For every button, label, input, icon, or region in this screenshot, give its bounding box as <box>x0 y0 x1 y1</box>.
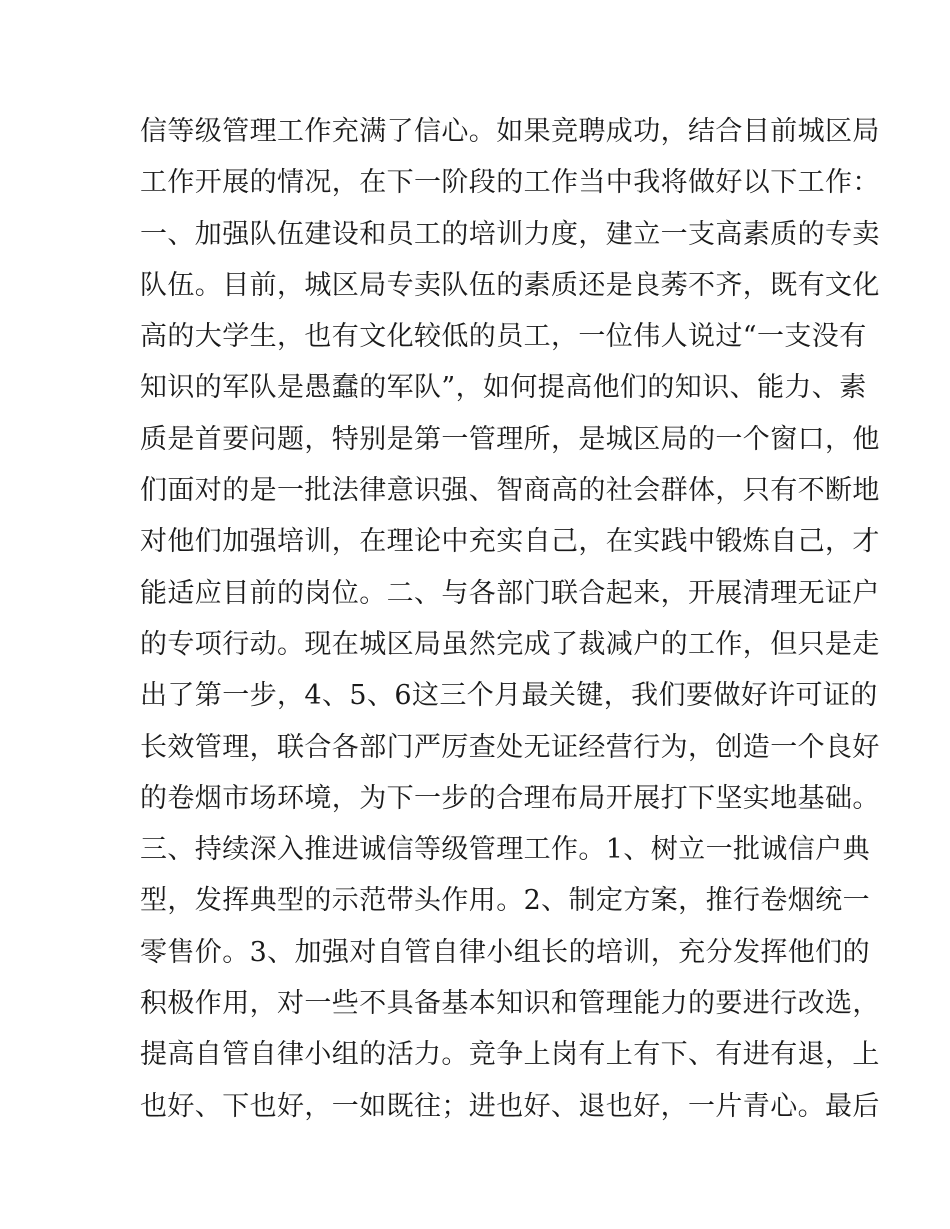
text-line: 的卷烟市场环境，为下一步的合理布局开展打下坚实地基础。 <box>140 782 880 814</box>
text-line: 对他们加强培训，在理论中充实自己，在实践中锻炼自己，才 <box>140 526 880 558</box>
text-line: 长效管理，联合各部门严厉查处无证经营行为，创造一个良好 <box>140 731 880 763</box>
text-line: 信等级管理工作充满了信心。如果竞聘成功，结合目前城区局 <box>140 116 880 147</box>
body-text <box>140 106 880 1132</box>
text-line: 三、持续深入推进诚信等级管理工作。1、树立一批诚信户典 <box>140 834 870 866</box>
text-line: 能适应目前的岗位。二、与各部门联合起来，开展清理无证户 <box>140 577 880 609</box>
text-line: 型，发挥典型的示范带头作用。2、制定方案，推行卷烟统一 <box>140 885 870 917</box>
text-line: 高的大学生，也有文化较低的员工，一位伟人说过“一支没有 <box>140 321 867 353</box>
text-line: 质是首要问题，特别是第一管理所，是城区局的一个窗口，他 <box>140 423 880 455</box>
text-line: 积极作用，对一些不具备基本知识和管理能力的要进行改选， <box>140 988 880 1020</box>
text-line: 队伍。目前，城区局专卖队伍的素质还是良莠不齐，既有文化 <box>140 269 880 301</box>
text-line: 零售价。3、加强对自管自律小组长的培训，充分发挥他们的 <box>140 936 870 968</box>
text-line: 工作开展的情况，在下一阶段的工作当中我将做好以下工作： <box>140 167 880 199</box>
text-line: 的专项行动。现在城区局虽然完成了裁减户的工作，但只是走 <box>140 628 880 660</box>
text-line: 提高自管自律小组的活力。竞争上岗有上有下、有进有退，上 <box>140 1039 880 1071</box>
text-line: 也好、下也好，一如既往；进也好、退也好，一片青心。最后 <box>140 1090 880 1122</box>
text-line: 们面对的是一批法律意识强、智商高的社会群体，只有不断地 <box>140 475 880 507</box>
text-line: 知识的军队是愚蠢的军队”，如何提高他们的知识、能力、素 <box>140 372 867 404</box>
text-line: 出了第一步，4、5、6这三个月最关键，我们要做好许可证的 <box>140 680 878 712</box>
text-line: 一、加强队伍建设和员工的培训力度，建立一支高素质的专卖 <box>140 218 880 250</box>
